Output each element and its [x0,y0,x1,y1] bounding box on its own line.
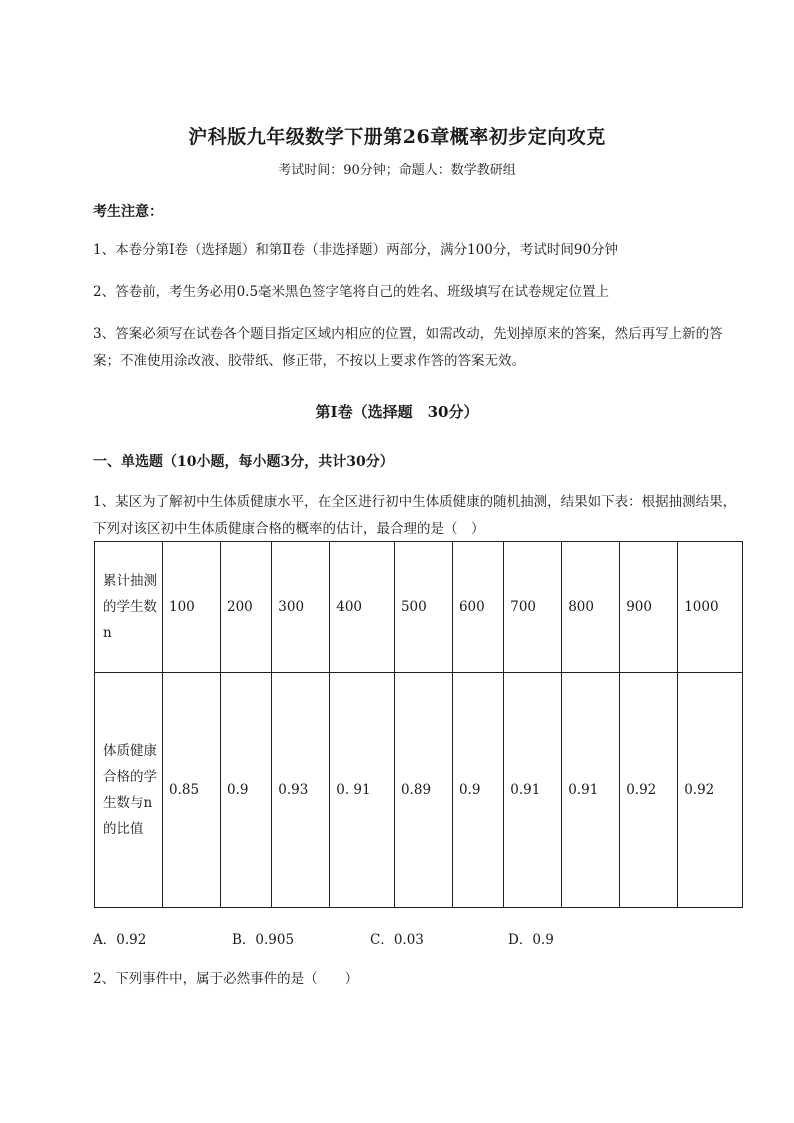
page-title: 沪科版九年级数学下册第26章概率初步定向攻克 [188,126,606,148]
option-b: B．0.905 [232,932,295,948]
notice-item-1: 1、本卷分第Ⅰ卷（选择题）和第Ⅱ卷（非选择题）两部分，满分100分，考试时间90分钟 [93,242,619,258]
table-cell: 400 [330,542,395,673]
table-cell: 300 [272,542,330,673]
table-cell: 0.92 [620,673,678,908]
table-cell: 1000 [678,542,743,673]
question-1-stem: 1、某区为了解初中生体质健康水平，在全区进行初中生体质健康的随机抽测，结果如下表：根据抽测结果，下列对该区初中生体质健康合格的概率的估计，最合理的是（ ） [93,494,737,537]
table-cell: 0. 91 [330,673,395,908]
question-2-stem: 2、下列事件中，属于必然事件的是（ ） [93,971,359,987]
part-heading: 一、单选题（10小题，每小题3分，共计30分） [93,454,394,470]
notice-item-3: 3、答案必须写在试卷各个题目指定区域内相应的位置，如需改动，先划掉原来的答案，然后再写上新的答案；不准使用涂改液、胶带纸、修正带，不按以上要求作答的答案无效。 [93,326,723,369]
page-subtitle: 考试时间：90分钟；命题人：数学教研组 [278,163,516,178]
table-cell: 0.89 [394,673,452,908]
table-cell: 0.91 [562,673,620,908]
table-cell: 800 [562,542,620,673]
option-a: A．0.92 [93,932,147,948]
table-cell: 200 [220,542,271,673]
table-cell: 700 [504,542,562,673]
notice-heading: 考生注意： [93,204,163,220]
table-cell: 900 [620,542,678,673]
table-cell: 0.91 [504,673,562,908]
table-row [95,673,743,908]
table-cell: 0.9 [452,673,503,908]
table-cell: 0.85 [163,673,221,908]
section-title: 第Ⅰ卷（选择题 30分） [315,403,479,421]
table-cell: 0.9 [220,673,271,908]
sampling-results-table [94,541,743,908]
table-cell: 0.93 [272,673,330,908]
table-cell: 100 [163,542,221,673]
option-c: C．0.03 [370,932,424,948]
table-row [95,542,743,673]
row-label-pass-ratio: 体质健康合格的学生数与n的比值 [95,673,163,908]
notice-item-2: 2、答卷前，考生务必用0.5毫米黑色签字笔将自己的姓名、班级填写在试卷规定位置上 [93,284,610,300]
table-cell: 600 [452,542,503,673]
table-cell: 0.92 [678,673,743,908]
row-label-sample-count: 累计抽测的学生数n [95,542,163,673]
option-d: D．0.9 [508,932,554,948]
table-cell: 500 [394,542,452,673]
